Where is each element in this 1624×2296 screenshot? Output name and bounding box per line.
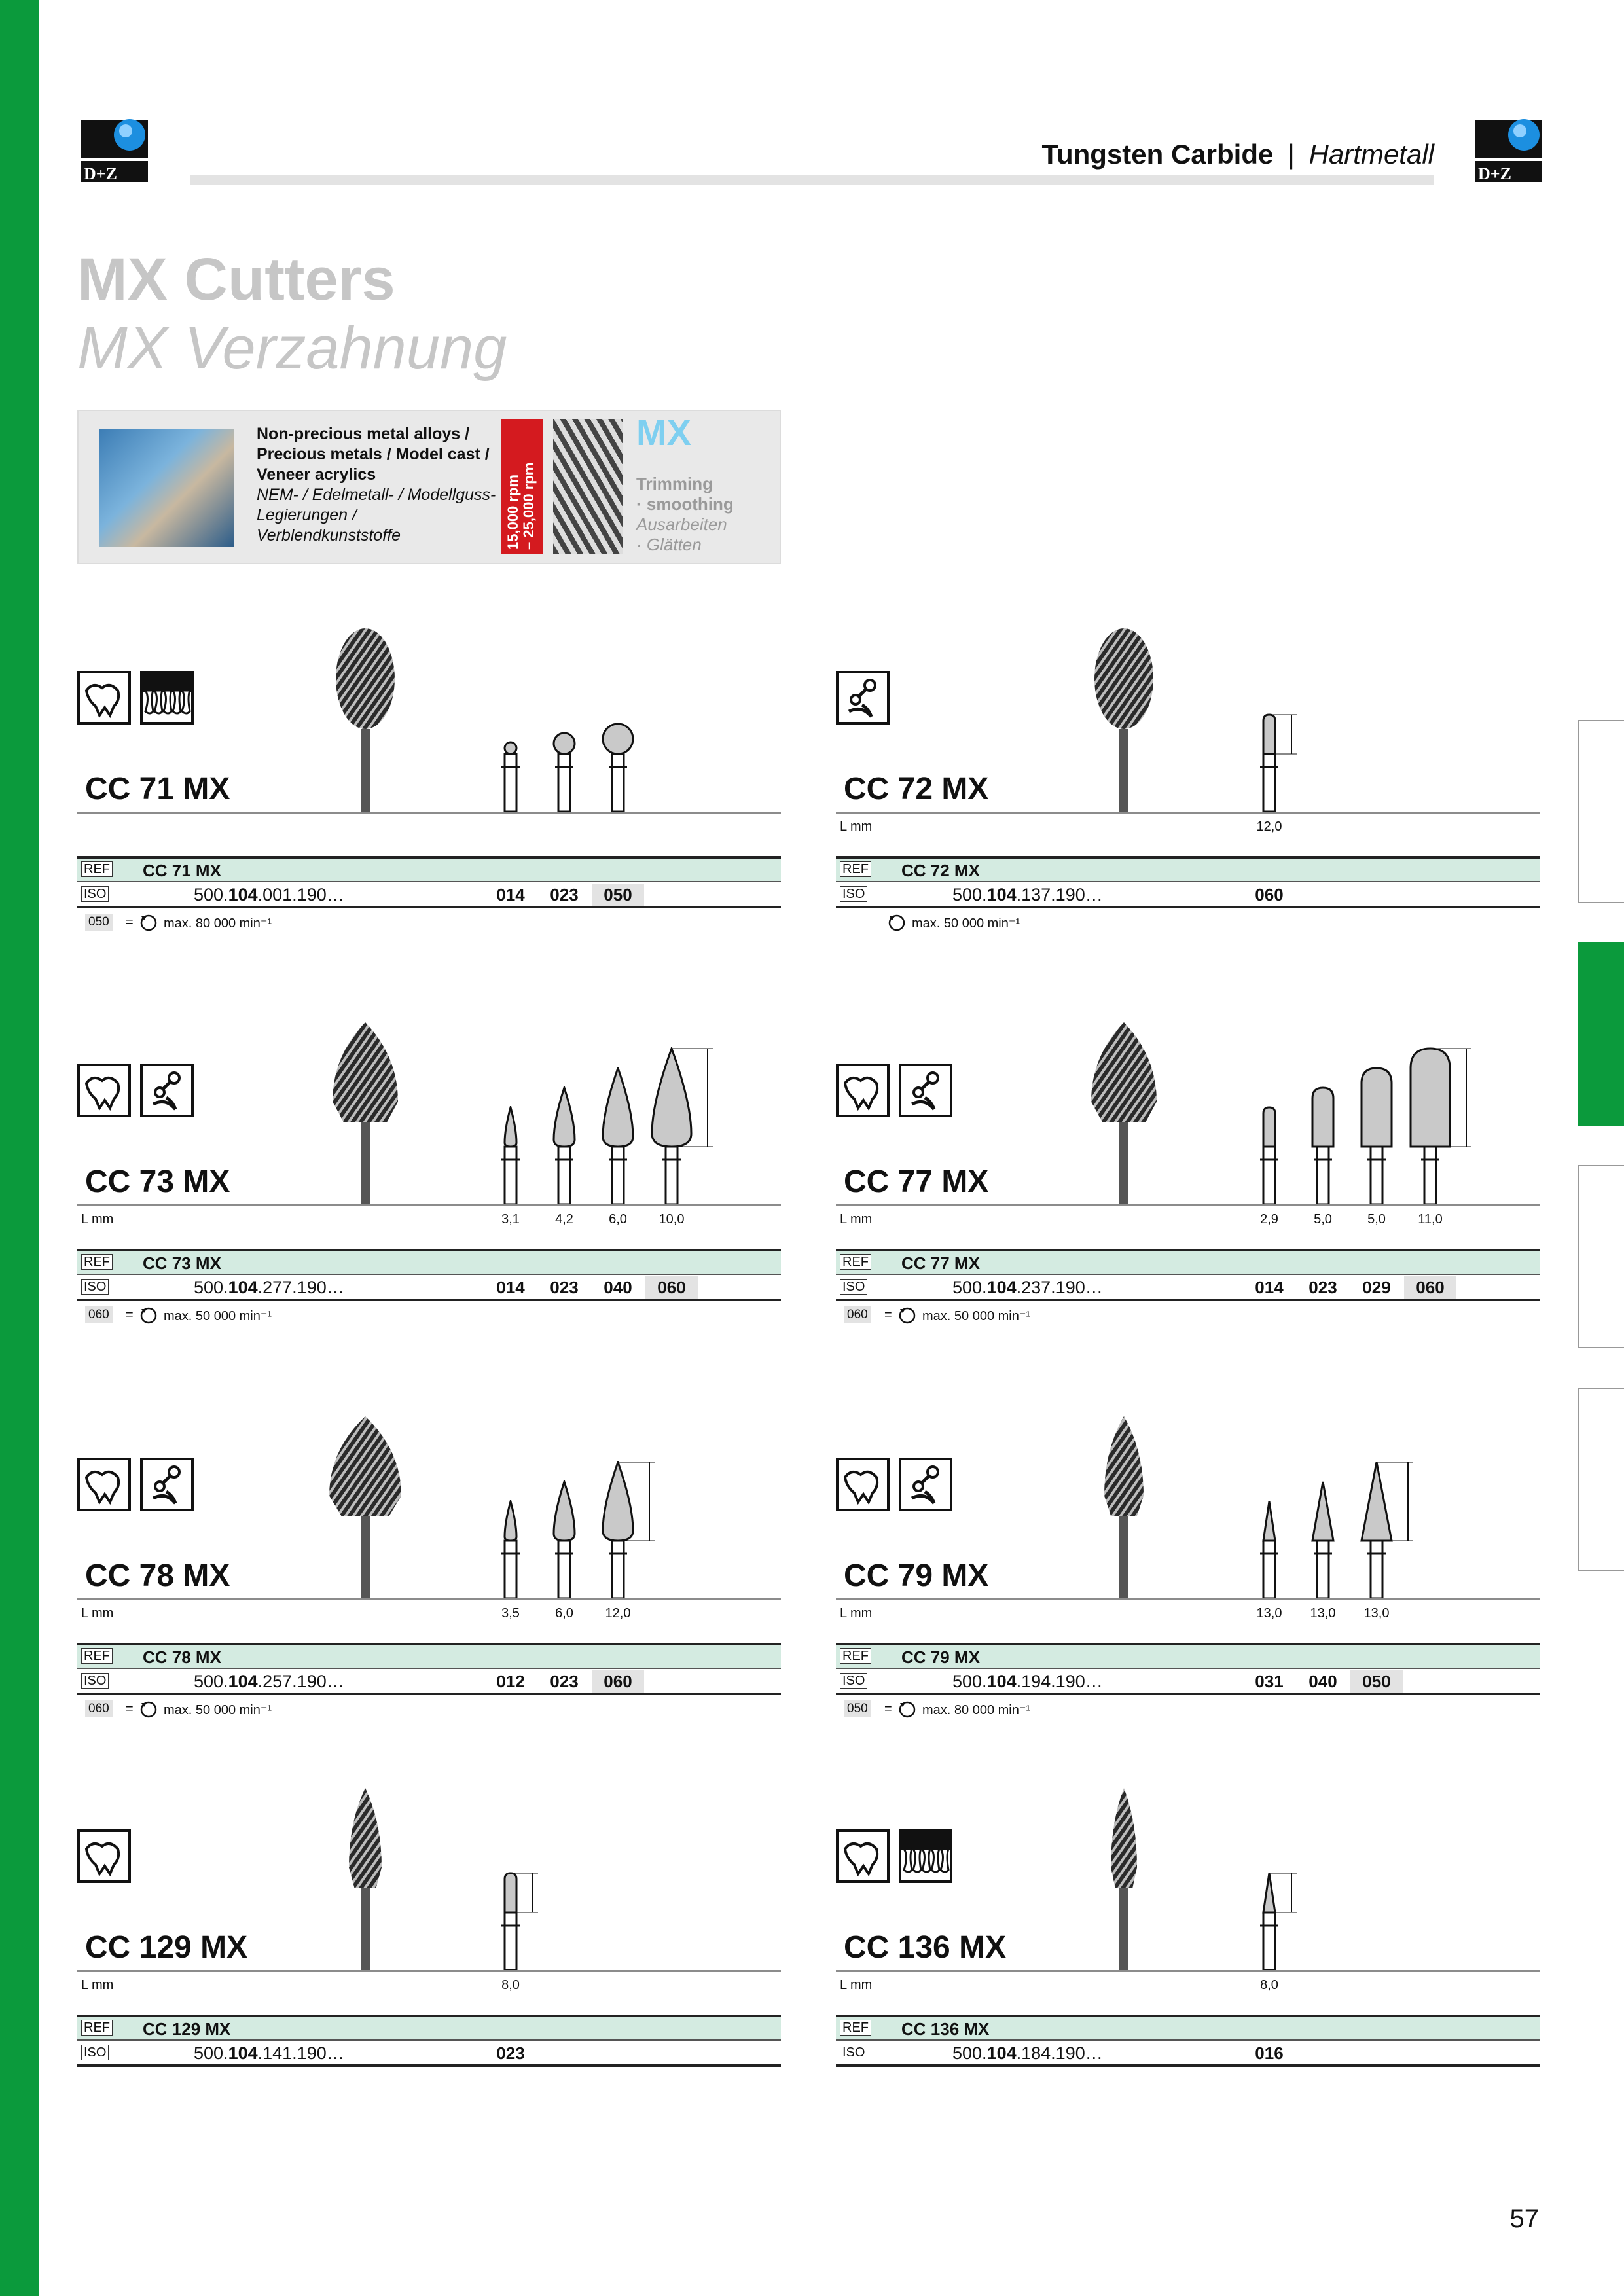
cutter-schematic xyxy=(550,732,578,812)
max-speed: max. 80 000 min⁻¹ xyxy=(922,1703,1031,1717)
cutter-schematic xyxy=(1309,1086,1337,1204)
iso-suffix: .237.190… xyxy=(1016,1278,1103,1297)
row-divider xyxy=(836,881,1540,882)
product-rule xyxy=(77,1598,781,1600)
size-value: 060 xyxy=(1404,1276,1456,1299)
iso-prefix: 500. xyxy=(952,1672,987,1691)
iso-tag: ISO xyxy=(81,1279,109,1295)
side-tab[interactable] xyxy=(1578,1388,1624,1571)
size-value: 016 xyxy=(1255,2043,1284,2063)
size-value: 014 xyxy=(496,1278,525,1297)
length-unit-label: L mm xyxy=(81,1212,114,1227)
iso-tag: ISO xyxy=(840,1279,867,1295)
note-size-tag: 050 xyxy=(844,1700,871,1717)
iso-suffix: .141.190… xyxy=(257,2043,344,2063)
length-unit-label: L mm xyxy=(840,1606,873,1621)
ref-tag: REF xyxy=(81,1254,113,1270)
iso-suffix: .184.190… xyxy=(1016,2043,1103,2063)
max-speed: max. 50 000 min⁻¹ xyxy=(164,1309,272,1323)
length-value: 3,1 xyxy=(501,1212,520,1227)
row-divider xyxy=(77,2039,781,2041)
framework-icon xyxy=(140,1064,194,1117)
size-value: 050 xyxy=(1350,1670,1403,1693)
header-rule xyxy=(190,175,1434,185)
product-rule xyxy=(836,812,1540,814)
table-bottom-rule xyxy=(77,1299,781,1301)
length-value: 12,0 xyxy=(1256,819,1282,834)
side-tab[interactable] xyxy=(1578,1165,1624,1348)
length-value: 11,0 xyxy=(1418,1212,1443,1227)
header-title-en: Tungsten Carbide xyxy=(1041,139,1274,170)
size-value: 060 xyxy=(645,1276,698,1299)
max-speed: max. 50 000 min⁻¹ xyxy=(912,916,1020,931)
length-value: 6,0 xyxy=(609,1212,627,1227)
iso-number xyxy=(952,2043,1103,2064)
materials-text xyxy=(257,424,499,546)
cutter-schematic xyxy=(1358,1067,1395,1204)
iso-suffix: .001.190… xyxy=(257,885,344,905)
materials-de: NEM- / Edelmetall- / Modellguss-Legierungen / Verblendkunststoffe xyxy=(257,486,496,545)
product-name: CC 72 MX xyxy=(844,772,989,806)
usage-de-2: · Glätten xyxy=(636,535,702,554)
cutter-schematic xyxy=(1407,1047,1492,1204)
product-rule xyxy=(77,1970,781,1972)
length-unit-label: L mm xyxy=(840,1978,873,1992)
equals-sign: = xyxy=(126,915,134,929)
framework-icon xyxy=(899,1064,952,1117)
iso-suffix: .137.190… xyxy=(1016,885,1103,905)
rpm-text xyxy=(501,419,543,554)
note-size-tag: 060 xyxy=(85,1700,113,1717)
product-name: CC 77 MX xyxy=(844,1164,989,1199)
length-value: 4,2 xyxy=(555,1212,573,1227)
cutter-schematic xyxy=(550,1480,578,1598)
size-value: 023 xyxy=(550,1278,579,1297)
note-size-tag: 050 xyxy=(85,914,113,931)
usage-text xyxy=(636,474,734,555)
table-bottom-rule xyxy=(77,2064,781,2067)
cutter-schematic xyxy=(600,1461,676,1598)
iso-prefix: 500. xyxy=(952,2043,987,2063)
size-value: 014 xyxy=(496,885,525,905)
size-value: 023 xyxy=(496,2043,525,2063)
note-size-tag: 060 xyxy=(844,1306,871,1323)
framework-icon xyxy=(140,1458,194,1511)
ref-number: CC 129 MX xyxy=(143,2019,231,2039)
length-value: 2,9 xyxy=(1260,1212,1278,1227)
length-value: 8,0 xyxy=(501,1978,520,1992)
ref-tag: REF xyxy=(81,2020,113,2036)
crown-icon xyxy=(836,1064,890,1117)
product-name: CC 136 MX xyxy=(844,1930,1007,1965)
row-divider xyxy=(836,2039,1540,2041)
max-speed: max. 80 000 min⁻¹ xyxy=(164,916,272,931)
length-value: 10,0 xyxy=(659,1212,685,1227)
cutter-schematic xyxy=(1309,1480,1337,1598)
ref-number: CC 79 MX xyxy=(901,1647,980,1667)
materials-en: Non-precious metal alloys / Precious metals / Model cast / Veneer acrylics xyxy=(257,425,490,484)
cutter-texture-image xyxy=(553,419,623,554)
product-name: CC 129 MX xyxy=(85,1930,248,1965)
size-value: 031 xyxy=(1255,1672,1284,1691)
max-speed: max. 50 000 min⁻¹ xyxy=(922,1309,1031,1323)
product-name: CC 73 MX xyxy=(85,1164,230,1199)
size-value: 040 xyxy=(1308,1672,1337,1691)
iso-tag: ISO xyxy=(840,886,867,902)
size-value: 060 xyxy=(1255,885,1284,905)
side-tab[interactable] xyxy=(1578,720,1624,903)
size-value: 050 xyxy=(592,884,644,906)
equals-sign: = xyxy=(884,1702,892,1716)
iso-number xyxy=(194,885,344,905)
usage-en-2: · smoothing xyxy=(636,494,734,514)
side-tab-active[interactable] xyxy=(1578,942,1624,1126)
ref-tag: REF xyxy=(840,1254,871,1270)
teeth-icon xyxy=(899,1829,952,1883)
product-rule xyxy=(836,1204,1540,1206)
ref-tag: REF xyxy=(81,861,113,877)
rpm-line-2: – 25,000 rpm xyxy=(520,462,537,550)
ref-tag: REF xyxy=(840,861,871,877)
table-bottom-rule xyxy=(836,2064,1540,2067)
iso-number xyxy=(194,1672,344,1692)
length-unit-label: L mm xyxy=(840,1212,873,1227)
iso-group: 104 xyxy=(986,1672,1017,1691)
cutter-photo xyxy=(1089,1021,1159,1204)
size-value: 023 xyxy=(1308,1278,1337,1297)
cutter-schematic xyxy=(600,1067,636,1204)
length-value: 5,0 xyxy=(1314,1212,1332,1227)
size-value: 012 xyxy=(496,1672,525,1691)
length-value: 12,0 xyxy=(605,1606,631,1621)
iso-prefix: 500. xyxy=(194,1672,228,1691)
rotation-speed-icon xyxy=(139,1305,158,1325)
header-title-de: Hartmetall xyxy=(1308,139,1434,170)
product-name: CC 79 MX xyxy=(844,1558,989,1593)
cutter-photo xyxy=(330,1021,401,1204)
table-bottom-rule xyxy=(836,1299,1540,1301)
cut-type-label: MX xyxy=(636,412,691,453)
length-unit-label: L mm xyxy=(840,819,873,834)
iso-number xyxy=(952,1672,1103,1692)
application-photo xyxy=(99,429,234,547)
product-name: CC 71 MX xyxy=(85,772,230,806)
rpm-line-1: 15,000 rpm xyxy=(505,475,521,550)
iso-group: 104 xyxy=(228,1672,258,1691)
length-value: 8,0 xyxy=(1260,1978,1278,1992)
iso-number xyxy=(952,885,1103,905)
size-value: 023 xyxy=(550,885,579,905)
length-value: 13,0 xyxy=(1363,1606,1390,1621)
svg-text:D+Z: D+Z xyxy=(84,164,117,183)
cutter-schematic xyxy=(1260,713,1318,812)
equals-sign: = xyxy=(126,1702,134,1716)
cutter-schematic xyxy=(1260,1500,1278,1598)
table-bottom-rule xyxy=(77,906,781,908)
header-separator: | xyxy=(1288,139,1295,170)
crown-icon xyxy=(77,671,131,725)
crown-icon xyxy=(836,1458,890,1511)
crown-icon xyxy=(836,1829,890,1883)
usage-de-1: Ausarbeiten xyxy=(636,514,727,534)
rotation-speed-icon xyxy=(139,912,158,932)
length-value: 3,5 xyxy=(501,1606,520,1621)
rotation-speed-icon xyxy=(139,1699,158,1719)
crown-icon xyxy=(77,1829,131,1883)
length-value: 5,0 xyxy=(1367,1212,1386,1227)
product-rule xyxy=(836,1598,1540,1600)
ref-number: CC 136 MX xyxy=(901,2019,990,2039)
dz-logo xyxy=(79,115,151,187)
iso-tag: ISO xyxy=(81,2045,109,2060)
cutter-schematic xyxy=(1260,1872,1318,1970)
length-unit-label: L mm xyxy=(81,1606,114,1621)
usage-en-1: Trimming xyxy=(636,474,713,493)
size-value: 060 xyxy=(592,1670,644,1693)
row-divider xyxy=(77,1274,781,1275)
size-value: 014 xyxy=(1255,1278,1284,1297)
ref-number: CC 77 MX xyxy=(901,1253,980,1273)
rotation-speed-icon xyxy=(897,1305,917,1325)
cutter-schematic xyxy=(600,723,636,812)
iso-group: 104 xyxy=(986,885,1017,905)
page-title-en: MX Cutters xyxy=(77,246,395,313)
iso-group: 104 xyxy=(986,1278,1017,1297)
cutter-photo xyxy=(333,628,397,812)
framework-icon xyxy=(899,1458,952,1511)
table-bottom-rule xyxy=(836,1693,1540,1695)
row-divider xyxy=(836,1274,1540,1275)
teeth-icon xyxy=(140,671,194,725)
product-rule xyxy=(77,1204,781,1206)
framework-icon xyxy=(836,671,890,725)
iso-number xyxy=(952,1278,1103,1298)
header-title xyxy=(1041,139,1434,170)
equals-sign: = xyxy=(126,1308,134,1322)
cutter-photo xyxy=(1102,1415,1146,1598)
cutter-schematic xyxy=(550,1086,578,1204)
iso-tag: ISO xyxy=(81,886,109,902)
iso-prefix: 500. xyxy=(194,2043,228,2063)
row-divider xyxy=(836,1668,1540,1669)
cutter-schematic xyxy=(649,1047,734,1204)
iso-group: 104 xyxy=(986,2043,1017,2063)
size-value: 029 xyxy=(1362,1278,1391,1297)
length-value: 13,0 xyxy=(1310,1606,1336,1621)
iso-suffix: .257.190… xyxy=(257,1672,344,1691)
dz-logo xyxy=(1473,115,1545,187)
iso-number xyxy=(194,1278,344,1298)
cutter-schematic xyxy=(501,1872,559,1970)
iso-prefix: 500. xyxy=(952,1278,987,1297)
table-bottom-rule xyxy=(77,1693,781,1695)
iso-suffix: .194.190… xyxy=(1016,1672,1103,1691)
iso-group: 104 xyxy=(228,1278,258,1297)
cutter-photo xyxy=(346,1787,384,1970)
product-rule xyxy=(836,1970,1540,1972)
table-bottom-rule xyxy=(836,906,1540,908)
iso-tag: ISO xyxy=(840,2045,867,2060)
cutter-schematic xyxy=(1260,1106,1278,1204)
product-rule xyxy=(77,812,781,814)
iso-tag: ISO xyxy=(840,1673,867,1689)
cutter-photo xyxy=(327,1415,404,1598)
iso-tag: ISO xyxy=(81,1673,109,1689)
row-divider xyxy=(77,1668,781,1669)
iso-group: 104 xyxy=(228,2043,258,2063)
row-divider xyxy=(77,881,781,882)
page-title-de: MX Verzahnung xyxy=(77,315,507,382)
cutter-photo xyxy=(1092,628,1156,812)
crown-icon xyxy=(77,1064,131,1117)
equals-sign: = xyxy=(884,1308,892,1322)
iso-prefix: 500. xyxy=(952,885,987,905)
ref-number: CC 72 MX xyxy=(901,861,980,880)
svg-text:D+Z: D+Z xyxy=(1478,164,1511,183)
ref-tag: REF xyxy=(81,1648,113,1664)
iso-prefix: 500. xyxy=(194,885,228,905)
cutter-schematic xyxy=(501,741,520,812)
cutter-schematic xyxy=(501,1106,520,1204)
ref-tag: REF xyxy=(840,2020,871,2036)
iso-number xyxy=(194,2043,344,2064)
product-name: CC 78 MX xyxy=(85,1558,230,1593)
length-unit-label: L mm xyxy=(81,1978,114,1992)
rotation-speed-icon xyxy=(887,912,907,932)
rotation-speed-icon xyxy=(897,1699,917,1719)
length-value: 6,0 xyxy=(555,1606,573,1621)
crown-icon xyxy=(77,1458,131,1511)
ref-number: CC 71 MX xyxy=(143,861,221,880)
ref-tag: REF xyxy=(840,1648,871,1664)
iso-prefix: 500. xyxy=(194,1278,228,1297)
ref-number: CC 73 MX xyxy=(143,1253,221,1273)
cutter-schematic xyxy=(1358,1461,1434,1598)
ref-number: CC 78 MX xyxy=(143,1647,221,1667)
size-value: 040 xyxy=(604,1278,632,1297)
max-speed: max. 50 000 min⁻¹ xyxy=(164,1703,272,1717)
cutter-photo xyxy=(1108,1787,1140,1970)
iso-group: 104 xyxy=(228,885,258,905)
size-value: 023 xyxy=(550,1672,579,1691)
page-number: 57 xyxy=(1509,2204,1539,2233)
cutter-schematic xyxy=(501,1500,520,1598)
green-margin-bar xyxy=(0,0,39,2296)
length-value: 13,0 xyxy=(1256,1606,1282,1621)
iso-suffix: .277.190… xyxy=(257,1278,344,1297)
note-size-tag: 060 xyxy=(85,1306,113,1323)
